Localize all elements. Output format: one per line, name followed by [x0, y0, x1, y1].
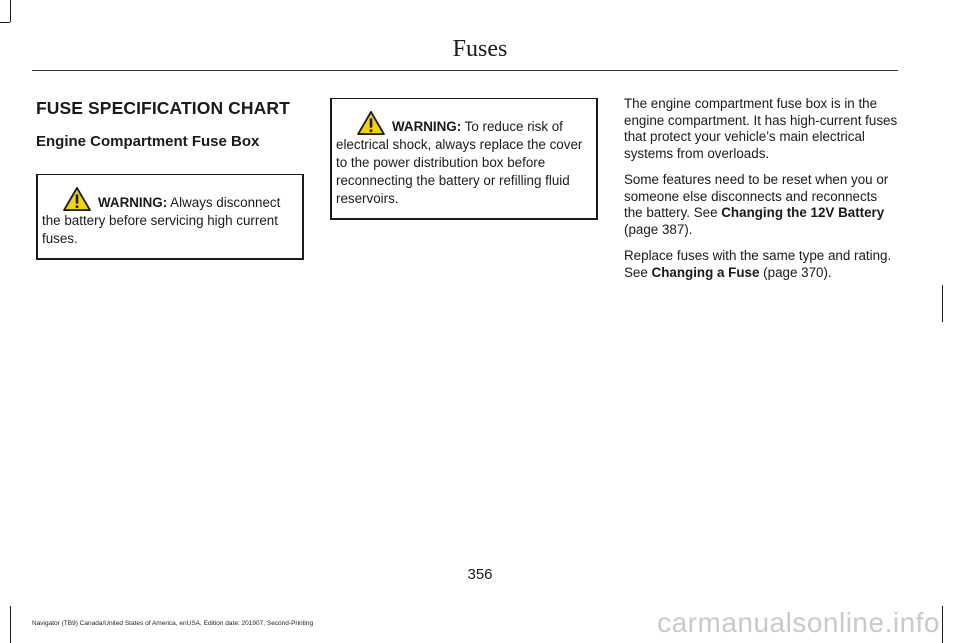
watermark: carmanualsonline.info	[657, 607, 940, 638]
subsection-title: Engine Compartment Fuse Box	[36, 133, 260, 150]
paragraph-reset-features	[624, 172, 898, 238]
link-changing-12v-battery[interactable]: Changing the 12V Battery	[721, 205, 885, 220]
warning-box-battery	[36, 174, 304, 260]
text: (page 370).	[759, 264, 832, 280]
text: (page 387).	[624, 221, 693, 237]
text: Replace fuses with the same type and rating. See	[624, 248, 892, 280]
crop-mark-right-v	[942, 285, 943, 322]
warning-text: To reduce risk of electrical shock, always replace the cover to the power distribution box before reconnecting the battery or refilling fluid reservoirs.	[336, 119, 583, 206]
middle-column	[330, 96, 598, 220]
page-header-title: Fuses	[452, 36, 508, 62]
crop-mark-top-left-v	[10, 0, 11, 22]
paragraph-replace-fuses	[624, 248, 898, 281]
warning-triangle-icon	[356, 111, 386, 135]
warning-triangle-icon	[62, 187, 92, 211]
crop-mark-top-left-h	[0, 22, 10, 23]
header-divider	[32, 70, 898, 71]
left-column	[36, 96, 304, 260]
warning-box-shock	[330, 98, 598, 220]
right-column	[624, 96, 898, 291]
text: Some features need to be reset when you or someone else disconnects and reconnects the battery. See	[624, 172, 889, 220]
warning-text: Always disconnect the battery before servicing high current fuses.	[42, 195, 281, 246]
edition-footer: Navigator (TB9) Canada/United States of America, enUSA, Edition date: 201907, Second-Printing	[32, 620, 314, 627]
crop-mark-bottom-left-v	[10, 606, 11, 643]
warning-label: WARNING:	[392, 119, 462, 134]
page-number: 356	[467, 566, 493, 583]
crop-mark-bottom-right-v	[942, 606, 943, 643]
paragraph-fuse-box-location: The engine compartment fuse box is in the engine compartment. It has high-current fuses that protect your vehicle’s main electrical systems from overloads.	[624, 96, 898, 161]
warning-label: WARNING:	[98, 195, 168, 210]
section-title: FUSE SPECIFICATION CHART	[36, 98, 290, 118]
link-changing-a-fuse[interactable]: Changing a Fuse	[651, 264, 760, 280]
